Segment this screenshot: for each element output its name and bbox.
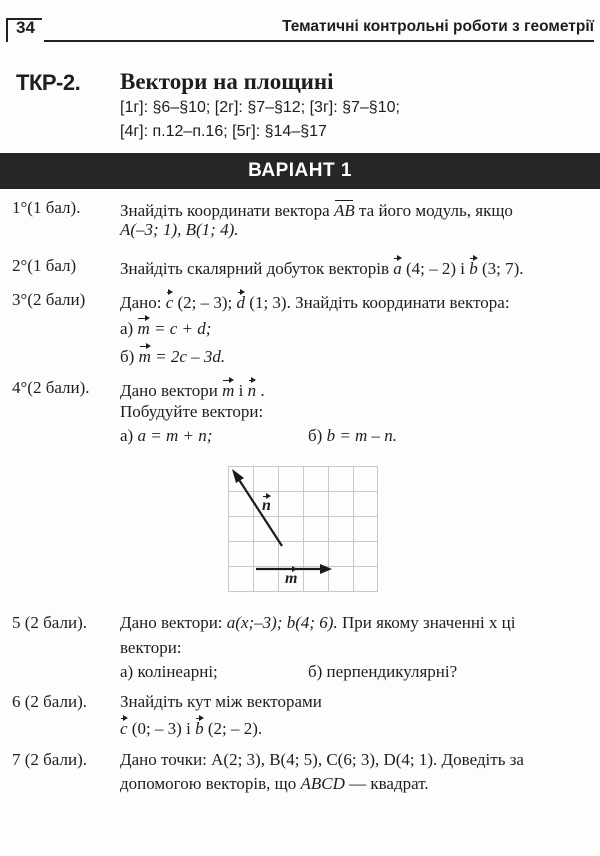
test-code: ТКР-2.: [16, 70, 81, 95]
vector-ab: AB: [334, 198, 355, 221]
vector-b: b: [469, 256, 478, 279]
task-1-label: 1°(1 бал).: [12, 198, 81, 217]
task-3-item-b: б) m = 2c – 3d.: [120, 344, 225, 367]
task-6-label: 6 (2 бали).: [12, 692, 87, 711]
task-7-line1: Дано точки: A(2; 3), B(4; 5), C(6; 3), D(4; 1). Доведіть за: [120, 750, 524, 769]
grid-lines: [228, 466, 378, 592]
running-header-title: Тематичні контрольні роботи з геометрії: [282, 18, 594, 35]
task-2-label: 2°(1 бал): [12, 256, 77, 275]
grid-svg: [228, 466, 378, 594]
vector-grid-figure: [228, 466, 378, 599]
variant-title: ВАРІАНТ 1: [248, 160, 352, 181]
vector-c: c: [120, 716, 128, 739]
task-6-line2: c (0; – 3) і b (2; – 2).: [120, 716, 262, 739]
test-topic: Вектори на площині: [120, 69, 334, 94]
vector-m-label: m: [285, 567, 297, 588]
header-rule: [44, 40, 594, 42]
task-6-line1: Знайдіть кут між векторами: [120, 692, 322, 711]
task-4-line2: Побудуйте вектори:: [120, 402, 264, 421]
task-7-line2: допомогою векторів, що ABCD — квадрат.: [120, 774, 429, 793]
task-1-line1: Знайдіть координати вектора AB та його модуль, якщо: [120, 198, 513, 221]
task-3-line1: Дано: c (2; – 3); d (1; 3). Знайдіть координати вектора:: [120, 290, 510, 313]
textbook-refs-line2: [4г]: п.12–п.16; [5г]: §14–§17: [120, 123, 327, 140]
task-4-label: 4°(2 бали).: [12, 378, 90, 397]
textbook-refs-line1: [1г]: §6–§10; [2г]: §7–§12; [3г]: §7–§10;: [120, 99, 400, 116]
task-4-line1: Дано вектори m і n .: [120, 378, 265, 401]
vector-b: b: [195, 716, 204, 739]
task-5-line2: вектори:: [120, 638, 182, 657]
task-3-item-a: а) m = c + d;: [120, 316, 211, 339]
task-2-line1: Знайдіть скалярний добуток векторів a (4; – 2) і b (3; 7).: [120, 256, 524, 279]
vector-d: d: [237, 290, 246, 313]
task-5-label: 5 (2 бали).: [12, 613, 87, 632]
page-number: 34: [16, 18, 35, 37]
task-5-line1: Дано вектори: a(x;–3); b(4; 6). При якому значенні x ці: [120, 613, 516, 632]
vector-n: n: [248, 378, 257, 401]
vector-c: c: [166, 290, 174, 313]
task-7-label: 7 (2 бали).: [12, 750, 87, 769]
vector-m: m: [222, 378, 234, 401]
vector-n-label: n: [262, 494, 271, 515]
task-5-item-a: а) колінеарні;: [120, 662, 218, 681]
variant-banner: [0, 153, 600, 189]
task-1-line2: A(–3; 1), B(1; 4).: [120, 220, 239, 239]
task-3-label: 3°(2 бали): [12, 290, 86, 309]
task-4-item-a: а) a = m + n;: [120, 426, 213, 445]
vector-a: a: [393, 256, 402, 279]
task-5-item-b: б) перпендикулярні?: [308, 662, 458, 681]
vector-n-arrow: [232, 469, 282, 546]
task-4-item-b: б) b = m – n.: [308, 426, 398, 445]
